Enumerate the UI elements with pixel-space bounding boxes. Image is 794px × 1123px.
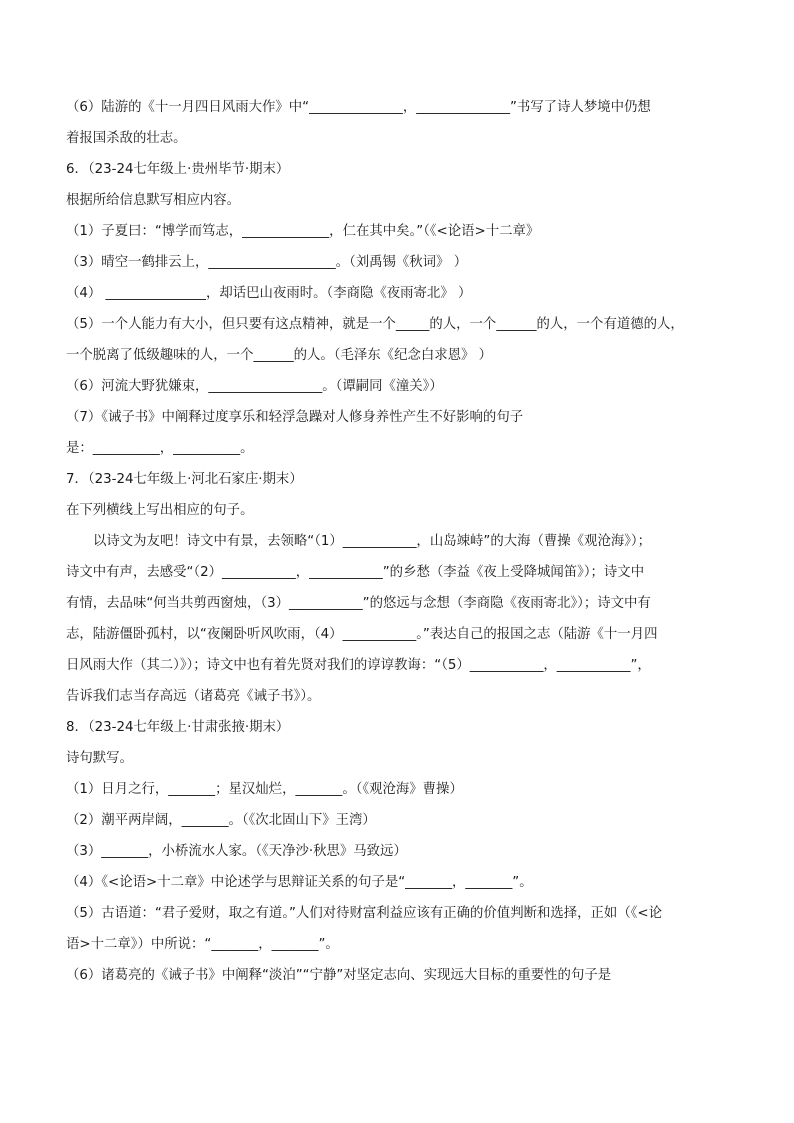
text-line: （4）《<论语>十二章》中论述学与思辩证关系的句子是“_______，_______”。: [66, 875, 533, 890]
question-heading: 7．（23-24七年级上·河北石家庄·期末）: [66, 472, 303, 487]
text-line: （6）诸葛亮的《诫子书》中阐释“淡泊”“宁静”对坚定志向、实现远大目标的重要性的句子是: [66, 968, 612, 983]
text-line: 告诉我们志当存高远（诸葛亮《诫子书》）。: [66, 689, 321, 704]
text-line: 以诗文为友吧！诗文中有景，去领略“（1）___________，山岛竦峙”的大海（曹操《观沧海》）；: [93, 534, 652, 549]
text-line: 有情，去品味“何当共剪西窗烛，（3）___________”的悠远与念想（李商隐《夜雨寄北》）；诗文中有: [66, 596, 651, 611]
text-line: 一个脱离了低级趣味的人，一个______的人。（毛泽东《纪念白求恩》 ）: [66, 348, 493, 363]
text-line: 诗文中有声，去感受“（2）___________，___________”的乡愁（李益《夜上受降城闻笛》）；诗文中: [66, 565, 645, 580]
text-line: 在下列横线上写出相应的句子。: [66, 503, 254, 518]
text-line: 着报国杀敌的壮志。: [66, 131, 187, 146]
text-line: （1）日月之行，_______；星汉灿烂，_______。（《观沧海》曹操）: [66, 782, 463, 797]
text-line: 志，陆游僵卧孤村，以“夜阑卧听风吹雨，（4）___________。”表达自己的报国之志（陆游《十一月四: [66, 627, 658, 642]
text-line: 根据所给信息默写相应内容。: [66, 193, 241, 208]
text-line: （3）_______，小桥流水人家。（《天净沙·秋思》马致远）: [66, 844, 407, 859]
text-line: （2）潮平两岸阔，_______。（《次北固山下》王湾）: [66, 813, 376, 828]
text-line: （3）晴空一鹤排云上，___________________。（刘禹锡《秋词》 ）: [66, 255, 468, 270]
text-line: 语>十二章》）中所说：“_______，_______”。: [66, 937, 339, 952]
text-line: 是：__________，__________。: [66, 441, 254, 456]
text-line: （5）古语道：“君子爱财，取之有道。”人们对待财富利益应该有正确的价值判断和选择，正如（《<论: [66, 906, 663, 921]
text-line: （1）子夏曰：“博学而笃志，_____________，仁在其中矣。”（《<论语>十二章》: [66, 224, 540, 239]
text-line: （4） _______________，却话巴山夜雨时。（李商隐《夜雨寄北》 ）: [66, 286, 472, 301]
text-line: 日风雨大作（其二）》）；诗文中也有着先贤对我们的谆谆教诲：“（5）___________，___________”，: [66, 658, 651, 673]
text-line: 诗句默写。: [66, 751, 133, 766]
text-line: （5）一个人能力有大小，但只要有这点精神，就是一个_____的人，一个______的人，一个有道德的人，: [66, 317, 684, 332]
question-content: [66, 96, 736, 987]
question-heading: 6．（23-24七年级上·贵州毕节·期末）: [66, 162, 290, 177]
text-line: （6）河流大野犹嫌束，_________________。（谭嗣同《潼关》）: [66, 379, 443, 394]
text-line: （6）陆游的《十一月四日风雨大作》中“______________，______________”书写了诗人梦境中仍想: [66, 100, 651, 115]
question-heading: 8．（23-24七年级上·甘肃张掖·期末）: [66, 720, 290, 735]
text-line: （7）《诫子书》中阐释过度享乐和轻浮急躁对人修身养性产生不好影响的句子: [66, 410, 524, 425]
